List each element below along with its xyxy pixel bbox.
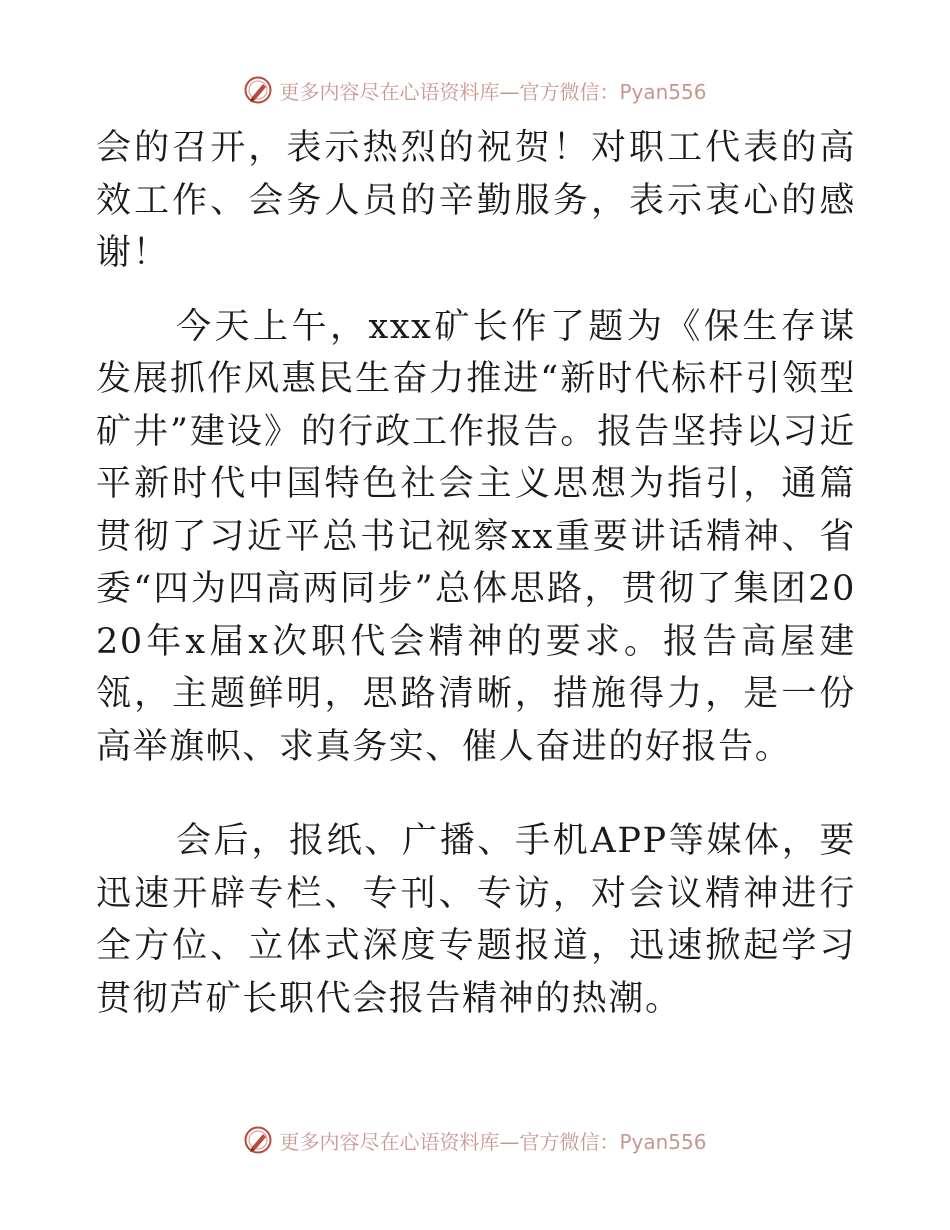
paragraph-spacer [96,773,856,815]
footer-banner [0,1120,950,1160]
header-banner-text: 更多内容尽在心语资料库—官方微信：Pyan556 [279,79,707,104]
document-body [96,122,856,1025]
paragraph-2: 今天上午，xxx矿长作了题为《保生存谋发展抓作风惠民生奋力推进“新时代标杆引领型矿井”建设》的行政工作报告。报告坚持以习近平新时代中国特色社会主义思想为指引，通篇贯彻了习近平总书记视察xx重要讲话精神、省委“四为四高两同步”总体思路，贯彻了集团2020年x届x次职代会精神的要求。报告高屋建瓴，主题鲜明，思路清晰，措施得力，是一份高举旗帜、求真务实、催人奋进的好报告。 [96,306,856,767]
footer-banner-text: 更多内容尽在心语资料库—官方微信：Pyan556 [279,1129,707,1154]
paragraph-spacer [96,280,856,301]
pen-circle-logo-icon [243,1125,273,1155]
header-banner [0,70,950,110]
pen-circle-logo-icon [243,75,273,105]
paragraph-1: 会的召开，表示热烈的祝贺！对职工代表的高效工作、会务人员的辛勤服务，表示衷心的感谢！ [96,128,856,273]
paragraph-3: 会后，报纸、广播、手机APP等媒体，要迅速开辟专栏、专刊、专访，对会议精神进行全方位、立体式深度专题报道，迅速掀起学习贯彻芦矿长职代会报告精神的热潮。 [96,821,856,1019]
